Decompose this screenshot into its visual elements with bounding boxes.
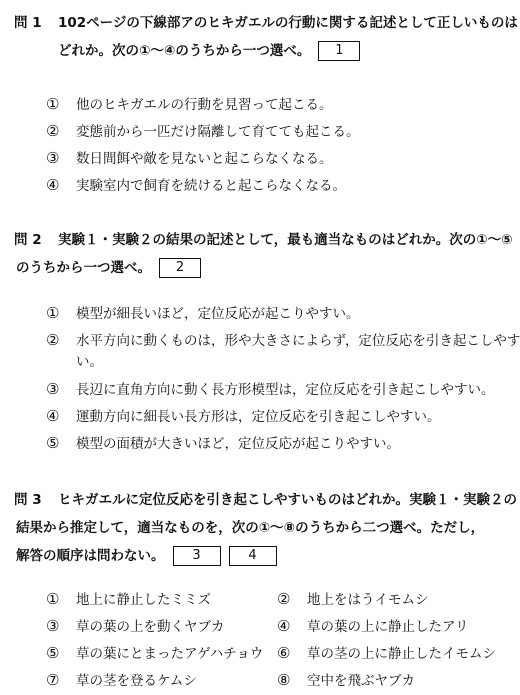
- option-text: 水平方向に動くものは，形や大きさによらず，定位反応を引き起こしやす: [76, 333, 520, 349]
- answer-box[interactable]: 1: [318, 41, 360, 61]
- option[interactable]: [46, 613, 277, 640]
- question-1: [14, 9, 518, 65]
- answer-box[interactable]: 3: [173, 546, 221, 566]
- question-number: 問 3: [14, 492, 42, 508]
- question-number: 問 2: [14, 232, 42, 248]
- option-text: 長辺に直角方向に動く長方形模型は，定位反応を引き起こしやすい。: [76, 382, 495, 398]
- option[interactable]: [46, 403, 508, 430]
- option-text: 模型の面積が大きいほど，定位反応が起こりやすい。: [76, 436, 400, 452]
- option-text: 変態前から一匹だけ隔離して育てても起こる。: [76, 124, 360, 140]
- option[interactable]: [277, 613, 508, 640]
- answer-box[interactable]: 2: [159, 258, 201, 278]
- question-3: [14, 486, 517, 570]
- question-3-options: [46, 586, 508, 694]
- option[interactable]: [46, 640, 277, 667]
- question-2: [14, 226, 512, 282]
- option[interactable]: [46, 118, 508, 145]
- option-mark: ②: [277, 590, 291, 608]
- question-text: のうちから一つ選べ。: [16, 260, 151, 276]
- option[interactable]: [46, 300, 508, 327]
- question-number: 問 1: [14, 15, 42, 31]
- option-mark: ⑧: [277, 671, 291, 689]
- option-text: 他のヒキガエルの行動を見習って起こる。: [76, 97, 333, 113]
- option-mark: ⑤: [46, 434, 60, 452]
- option-text: 草の葉の上に静止したアリ: [307, 619, 469, 635]
- question-1-options: [46, 91, 508, 199]
- question-text: 実験１・実験２の結果の記述として，最も適当なものはどれか。次の①～⑤: [58, 232, 513, 248]
- option-text: 草の葉にとまったアゲハチョウ: [76, 646, 264, 662]
- option-mark: ④: [277, 617, 291, 635]
- option[interactable]: [46, 586, 277, 613]
- option-mark: ③: [46, 149, 60, 167]
- question-text: 結果から推定して，適当なものを，次の①～⑧のうちから二つ選べ。ただし，: [16, 520, 485, 536]
- option[interactable]: [46, 145, 508, 172]
- option[interactable]: [46, 376, 508, 403]
- option[interactable]: [277, 640, 508, 667]
- option-text: 数日間餌や敵を見ないと起こらなくなる。: [76, 151, 333, 167]
- question-text: ヒキガエルに定位反応を引き起こしやすいものはどれか。実験１・実験２の: [58, 492, 517, 508]
- option-text: 運動方向に細長い長方形は，定位反応を引き起こしやすい。: [76, 409, 441, 425]
- option-mark: ④: [46, 407, 60, 425]
- option-mark: ①: [46, 95, 60, 113]
- option-text: 実験室内で飼育を続けると起こらなくなる。: [76, 178, 346, 194]
- option[interactable]: [46, 172, 508, 199]
- option[interactable]: [46, 327, 520, 354]
- option-text: 地上に静止したミミズ: [76, 592, 211, 608]
- option-text: 模型が細長いほど，定位反応が起こりやすい。: [76, 306, 360, 322]
- option-mark: ③: [46, 617, 60, 635]
- question-text: 解答の順序は問わない。: [16, 548, 165, 564]
- option-mark: ⑥: [277, 644, 291, 662]
- option-text: 草の茎の上に静止したイモムシ: [307, 646, 496, 662]
- option-mark: ⑤: [46, 644, 60, 662]
- option-mark: ①: [46, 590, 60, 608]
- option-text: 草の茎を登るケムシ: [76, 673, 197, 689]
- option[interactable]: [46, 667, 277, 694]
- option-mark: ⑦: [46, 671, 60, 689]
- option-text: 地上をはうイモムシ: [307, 592, 429, 608]
- question-2-options: [46, 300, 520, 457]
- option-text: 空中を飛ぶヤブカ: [307, 673, 415, 689]
- option[interactable]: [46, 91, 508, 118]
- option[interactable]: [277, 586, 508, 613]
- option-mark: ②: [46, 122, 60, 140]
- option-mark: ④: [46, 176, 60, 194]
- question-text: どれか。次の①～④のうちから一つ選べ。: [58, 43, 311, 59]
- question-text: 102ページの下線部アのヒキガエルの行動に関する記述として正しいものは: [58, 15, 518, 31]
- option-text: 草の葉の上を動くヤブカ: [76, 619, 225, 635]
- option[interactable]: [46, 430, 508, 457]
- option-mark: ③: [46, 380, 60, 398]
- option-continuation: い。: [76, 354, 103, 370]
- option-mark: ②: [46, 331, 60, 349]
- answer-box[interactable]: 4: [229, 546, 277, 566]
- option[interactable]: [277, 667, 508, 694]
- option-mark: ①: [46, 304, 60, 322]
